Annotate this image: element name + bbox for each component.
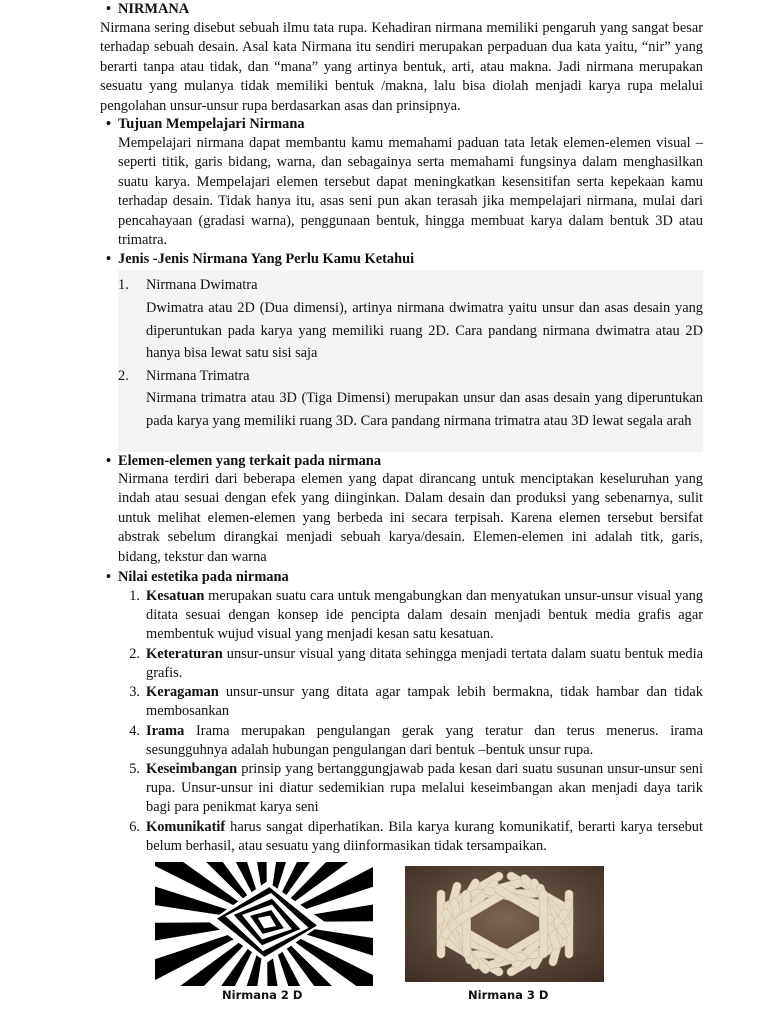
jenis-item-title: Nirmana Dwimatra (146, 277, 258, 293)
jenis-item-title: Nirmana Trimatra (146, 368, 250, 384)
bullet-icon: • (106, 569, 112, 585)
popsicle-stick (462, 890, 470, 958)
term: Keragaman (146, 684, 219, 700)
term: Kesatuan (146, 588, 205, 604)
nirmana-3d-image (405, 866, 604, 982)
intro-paragraph: Nirmana sering disebut sebuah ilmu tata rupa. Kehadiran nirmana memiliki pengaruh yang sangat besar terhadap sebuah desain. Asal kata Nirmana itu sendiri merupakan perpaduan dua kata yaitu, “nir” yang berarti tanpa atau tidak, dan “mana” yang artinya bentuk, arti, atau makna. Jadi nirmana merupakan sesuatu yang mulanya tidak memiliki bentuk /makna, lalu bisa diolah menjadi karya rupa melalui pengolahan unsur-unsur rupa berdasarkan asas dan prinsipnya. (100, 20, 703, 114)
nirmana-2d-image (155, 862, 373, 986)
nilai-heading: • Nilai estetika pada nirmana (106, 569, 289, 585)
tujuan-paragraph: Mempelajari nirmana dapat membantu kamu memahami paduan tata letak elemen-elemen visual – seperti titik, garis bidang, warna, dan sebagainya serta memahami fungsinya dalam menghasilkan suatu karya. Mempelajari elemen tersebut dapat meningkatkan kesensitifan serta kepekaan kamu terhadap desain. Tidak hanya itu, asas seni pun akan terasah jika mempelajari nirmana, mulai dari pencahayaan (gradasi warna), penggunaan bentuk, hingga membuat karya dalam bentuk 3D atau trimatra. (118, 135, 703, 249)
bullet-icon: • (106, 251, 112, 267)
document-page: • NIRMANA Nirmana sering disebut sebuah ilmu tata rupa. Kehadiran nirmana memiliki pengaruh yang sangat besar terhadap sebuah desain. Asal kata Nirmana itu sendiri merupakan perpaduan dua kata yaitu, “nir” yang berarti tanpa atau tidak, dan “mana” yang artinya bentuk, arti, atau makna. Jadi nirmana merupakan sesuatu yang mulanya tidak memiliki bentuk /makna, lalu bisa diolah menjadi karya rupa melalui pengolahan unsur-unsur rupa berdasarkan asas dan prinsipnya. • Tujuan Mempelajari Nirmana Mempelajari nirmana dapat membantu kamu memahami paduan tata letak elemen-elemen visual – seperti titik, garis bidang, warna, dan sebagainya serta memahami fungsinya dalam menghasilkan suatu karya. Mempelajari elemen tersebut dapat meningkatkan kesensitifan serta kepekaan kamu terhadap desain. Tidak hanya itu, asas seni pun akan terasah jika mempelajari nirmana, mulai dari pencahayaan (gradasi warna), penggunaan bentuk, hingga membuat karya dalam bentuk 3D atau trimatra. • Jenis -Jenis Nirmana Yang Perlu Kamu Ketahui 1. Nirmana Dwimatra Dwimatra atau 2D (Dua dimensi), artinya nirmana dwimatra yaitu unsur dan asas desain yang diperuntukan pada karya yang memiliki ruang 2D. Cara pandang nirmana dwimatra atau 2D hanya bisa lewat satu sisi saja 2. Nirmana Trimatra Nirmana trimatra atau 3D (Tiga Dimensi) merupakan unsur dan asas desain yang diperuntukan pada karya yang memiliki ruang 3D. Cara pandang nirmana trimatra atau 3D lewat segala arah • Elemen-elemen yang terkait pada nirmana Nirmana terdiri dari beberapa elemen yang dapat dirancang untuk menciptakan keseluruhan yang indah atau sesuai dengan efek yang diinginkan. Dalam desain dan produksi yang sebenarnya, sulit untuk melihat elemen-elemen yang berbeda ini secara terpisah. Karena elemen tersebut bersifat abstrak sebelum dirangkai menjadi sebuah karya/desain. Elemen-elemen ini adalah titk, garis, bidang, tekstur dan warna • Nilai estetika pada nirmana 1. Kesatuan merupakan suatu cara untuk mengabungkan dan menyatukan unsur-unsur visual yang ditata sesuai dengan konsep ide pencipta dalam desain menjadi bentuk media grafis agar membentuk wujud visual yang menjadi kesan satu kesatuan. 2. Keteraturan unsur-unsur visual yang ditata sehingga menjadi tertata dalam suatu bentuk media grafis. 3. Keragaman unsur-unsur yang ditata agar tampak lebih bermakna, tidak hambar dan tidak membosankan 4. Irama Irama merupakan pengulangan gerak yang teratur dan terus menerus. irama sesungguhnya adalah hubungan pengulangan dari bentuk –bentuk unsur rupa. 5. Keseimbangan prinsip yang bertanggungjawab pada kesan dari suatu susunan unsur-unsur seni rupa. Unsur-unsur ini diatur sedemikian rupa melalui keseimbangan akan menjadi daya tarik bagi para penikmat karya seni 6. Komunikatif harus sangat diperhatikan. Bila karya kurang komunikatif, berarti karya tersebut belum berhasil, atau sesuatu yang diinformasikan tidak tersampaikan. Nirmana 2 D Nirmana 3 D (0, 0, 768, 1024)
jenis-item-number: 2. (118, 368, 129, 384)
jenis-item-text: Dwimatra atau 2D (Dua dimensi), artinya nirmana dwimatra yaitu unsur dan asas desain yang diperuntukan pada karya yang memiliki ruang 2D. Cara pandang nirmana dwimatra atau 2D hanya bisa lewat satu sisi saja (146, 300, 703, 361)
elemen-paragraph: Nirmana terdiri dari beberapa elemen yang dapat dirancang untuk menciptakan keseluruhan yang indah atau sesuai dengan efek yang diinginkan. Dalam desain dan produksi yang sebenarnya, sulit untuk melihat elemen-elemen yang berbeda ini secara terpisah. Karena elemen tersebut bersifat abstrak sebelum dirangkai menjadi sebuah karya/desain. Elemen-elemen ini adalah titk, garis, bidang, tekstur dan warna (118, 471, 703, 565)
bullet-icon: • (106, 116, 112, 132)
tujuan-heading: • Tujuan Mempelajari Nirmana (106, 116, 305, 132)
section-title: • NIRMANA (106, 1, 190, 17)
figure-caption-2d: Nirmana 2 D (222, 988, 303, 1002)
elemen-heading: • Elemen-elemen yang terkait pada nirmana (106, 453, 382, 469)
term: Irama (146, 723, 185, 739)
bullet-icon: • (106, 1, 112, 17)
figure-caption-3d: Nirmana 3 D (468, 988, 549, 1002)
term: Keteraturan (146, 646, 223, 662)
popsicle-stick (539, 890, 547, 958)
term: Keseimbangan (146, 761, 238, 777)
jenis-item-text: Nirmana trimatra atau 3D (Tiga Dimensi) merupakan unsur dan asas desain yang diperuntukan pada karya yang memiliki ruang 3D. Cara pandang nirmana trimatra atau 3D lewat segala arah (146, 390, 703, 429)
bullet-icon: • (106, 453, 112, 469)
term: Komunikatif (146, 819, 226, 835)
jenis-heading: • Jenis -Jenis Nirmana Yang Perlu Kamu Ketahui (106, 251, 415, 267)
jenis-item-number: 1. (118, 277, 129, 293)
